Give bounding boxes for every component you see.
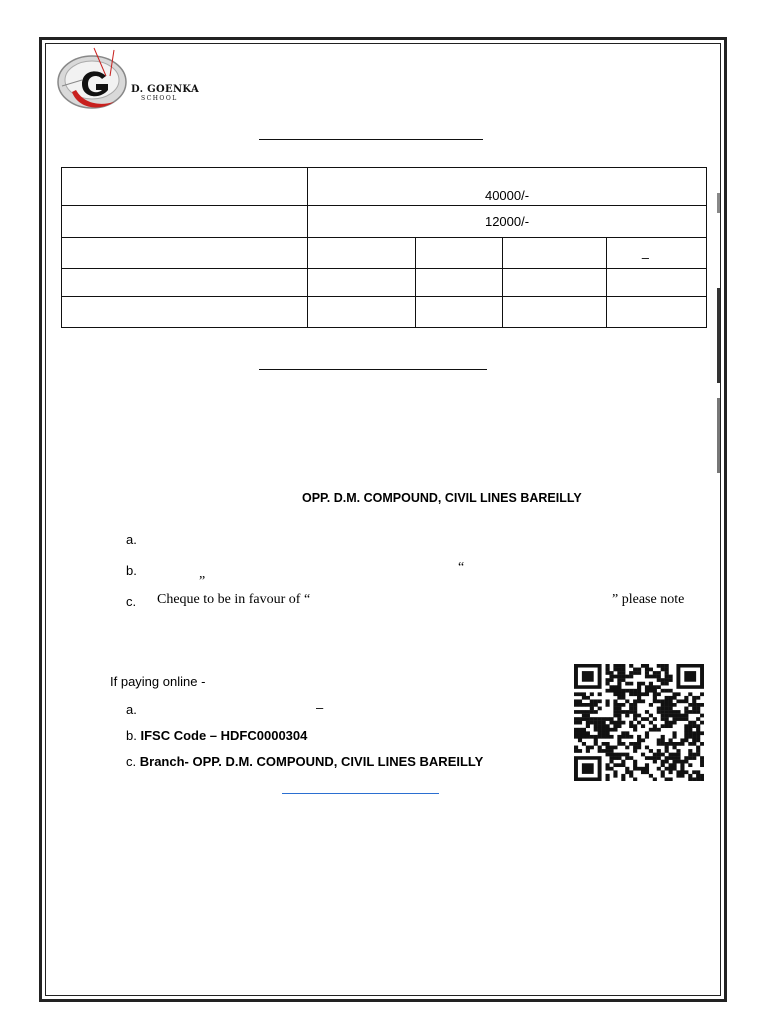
fee-amount-cell: 40000/- xyxy=(308,168,707,206)
table-cell xyxy=(416,296,503,327)
link-underline[interactable] xyxy=(282,793,439,794)
open-quote: “ xyxy=(458,560,465,575)
online-marker-a: a. xyxy=(126,702,137,717)
table-cell xyxy=(62,269,308,296)
branch-line xyxy=(126,754,483,769)
table-cell xyxy=(62,296,308,327)
table-cell xyxy=(308,237,416,268)
logo-subtext: SCHOOL xyxy=(141,95,178,102)
table-cell xyxy=(607,269,707,296)
heading-underline-2 xyxy=(259,369,487,370)
table-row xyxy=(62,237,707,268)
fee-amount-cell: 12000/- xyxy=(308,206,707,237)
close-quote: ” xyxy=(199,574,206,589)
list-marker-a: a. xyxy=(126,532,137,547)
table-row xyxy=(62,269,707,296)
branch-marker: c. xyxy=(126,754,137,769)
ifsc-line xyxy=(126,728,307,743)
heading-underline-1 xyxy=(259,139,483,140)
logo-text: D. GOENKA xyxy=(131,84,200,95)
table-cell: – xyxy=(607,237,707,268)
table-cell xyxy=(503,237,607,268)
ifsc-code: IFSC Code – HDFC0000304 xyxy=(140,728,308,743)
cheque-note: ” please note xyxy=(612,592,685,607)
table-cell xyxy=(62,168,308,206)
cheque-instruction: Cheque to be in favour of “ xyxy=(157,592,311,607)
table-row xyxy=(62,206,707,237)
table-cell xyxy=(503,269,607,296)
online-dash: – xyxy=(316,700,324,715)
table-row xyxy=(62,296,707,327)
table-cell xyxy=(503,296,607,327)
table-cell xyxy=(62,237,308,268)
online-payment-heading: If paying online - xyxy=(110,674,206,689)
ifsc-marker: b. xyxy=(126,728,137,743)
school-logo xyxy=(54,46,202,118)
payment-qr-code xyxy=(574,664,704,781)
table-cell xyxy=(308,269,416,296)
edge-mark xyxy=(717,183,720,473)
fees-table xyxy=(61,167,707,328)
table-cell xyxy=(416,269,503,296)
table-cell xyxy=(607,296,707,327)
table-cell xyxy=(62,206,308,237)
branch-address: Branch- OPP. D.M. COMPOUND, CIVIL LINES BAREILLY xyxy=(139,754,484,769)
table-cell xyxy=(308,296,416,327)
list-marker-b: b. xyxy=(126,563,137,578)
list-marker-c: c. xyxy=(126,594,137,609)
table-row xyxy=(62,168,707,206)
table-cell xyxy=(416,237,503,268)
bank-address: OPP. D.M. COMPOUND, CIVIL LINES BAREILLY xyxy=(302,491,582,505)
